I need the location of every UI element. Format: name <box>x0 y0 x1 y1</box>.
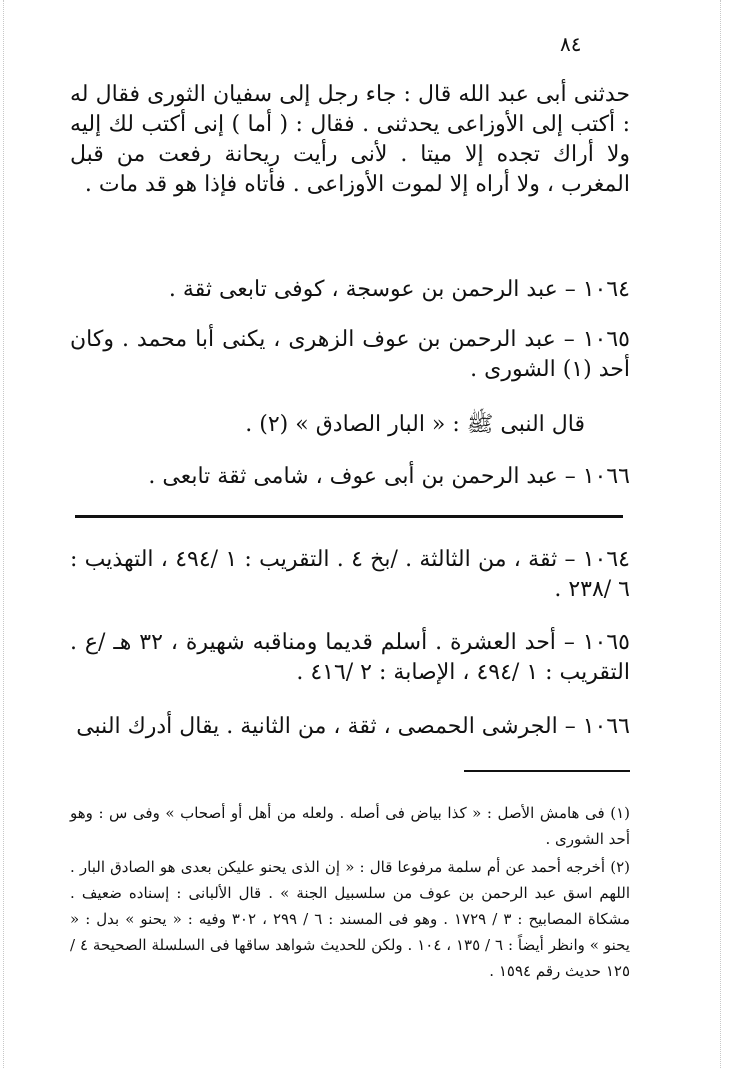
footnote-divider <box>464 770 630 772</box>
right-margin-dots <box>720 0 721 1068</box>
entry-number: ١٠٦٦ – <box>564 464 630 489</box>
entry-number: ١٠٦٤ – <box>564 277 630 302</box>
paragraph-intro: حدثنى أبى عبد الله قال : جاء رجل إلى سفيان الثورى فقال له : أكتب إلى الأوزاعى يحدثنى . فقال : ( أما ) إنى أكتب لك إليه ولا أراك تجده إلا ميتا . لأنى رأيت ريحانة رفعت من قبل المغرب ، ولا أراه إلا لموت الأوزاعى . فأتاه فإذا هو قد مات . <box>70 82 630 197</box>
note-1066 <box>70 712 630 742</box>
note-text: ثقة ، من الثالثة . /بخ ٤ . التقريب : ١ /٤٩٤ ، التهذيب : ٦ /٢٣٨ . <box>70 547 630 602</box>
section-divider <box>75 515 623 518</box>
note-text: أحد العشرة . أسلم قديما ومناقبه شهيرة ، ٣٢ هـ /ع . التقريب : ١ /٤٩٤ ، الإصابة : ٢ /٤١٦ . <box>70 630 630 685</box>
entry-text: عبد الرحمن بن أبى عوف ، شامى ثقة تابعى . <box>148 464 558 489</box>
footnote-1: (١) فى هامش الأصل : « كذا بياض فى أصله . ولعله من أهل أو أصحاب » وفى س : وهو أحد الشورى . <box>70 804 630 848</box>
note-number: ١٠٦٤ – <box>564 547 630 572</box>
entry-text: عبد الرحمن بن عوف الزهرى ، يكنى أبا محمد . وكان أحد (١) الشورى . <box>70 327 630 382</box>
entry-1066 <box>70 462 630 492</box>
note-1065 <box>70 628 630 688</box>
entry-number: ١٠٦٥ – <box>563 327 630 352</box>
note-number: ١٠٦٦ – <box>564 714 630 739</box>
left-margin-dots <box>3 0 4 1068</box>
entry-text: عبد الرحمن بن عوسجة ، كوفى تابعى ثقة . <box>168 277 558 302</box>
note-number: ١٠٦٥ – <box>563 630 630 655</box>
page-number: ٨٤ <box>560 32 582 56</box>
entry-1065 <box>70 325 630 385</box>
note-text: الجرشى الحمصى ، ثقة ، من الثانية . يقال أدرك النبى <box>76 714 558 739</box>
entry-1064 <box>70 275 630 305</box>
prophet-quote: قال النبى ﷺ : « البار الصادق » (٢) . <box>245 412 585 437</box>
note-1064 <box>70 545 630 605</box>
footnote-2: (٢) أخرجه أحمد عن أم سلمة مرفوعا قال : « إن الذى يحنو عليكن بعدى هو الصادق البار . اللهم اسق عبد الرحمن بن عوف من سلسبيل الجنة » . قال الألبانى : إسناده ضعيف . مشكاة المصابيح : ٣ / ١٧٢٩ . وهو فى المسند : ٦ / ٢٩٩ ، ٣٠٢ وفيه : « يحنو » بدل : « يحنو » وانظر أيضاً : ٦ / ١٣٥ ، ١٠٤ . ولكن للحديث شواهد ساقها فى السلسلة الصحيحة ٤ / ١٢٥ حديث رقم ١٥٩٤ . <box>70 858 631 980</box>
